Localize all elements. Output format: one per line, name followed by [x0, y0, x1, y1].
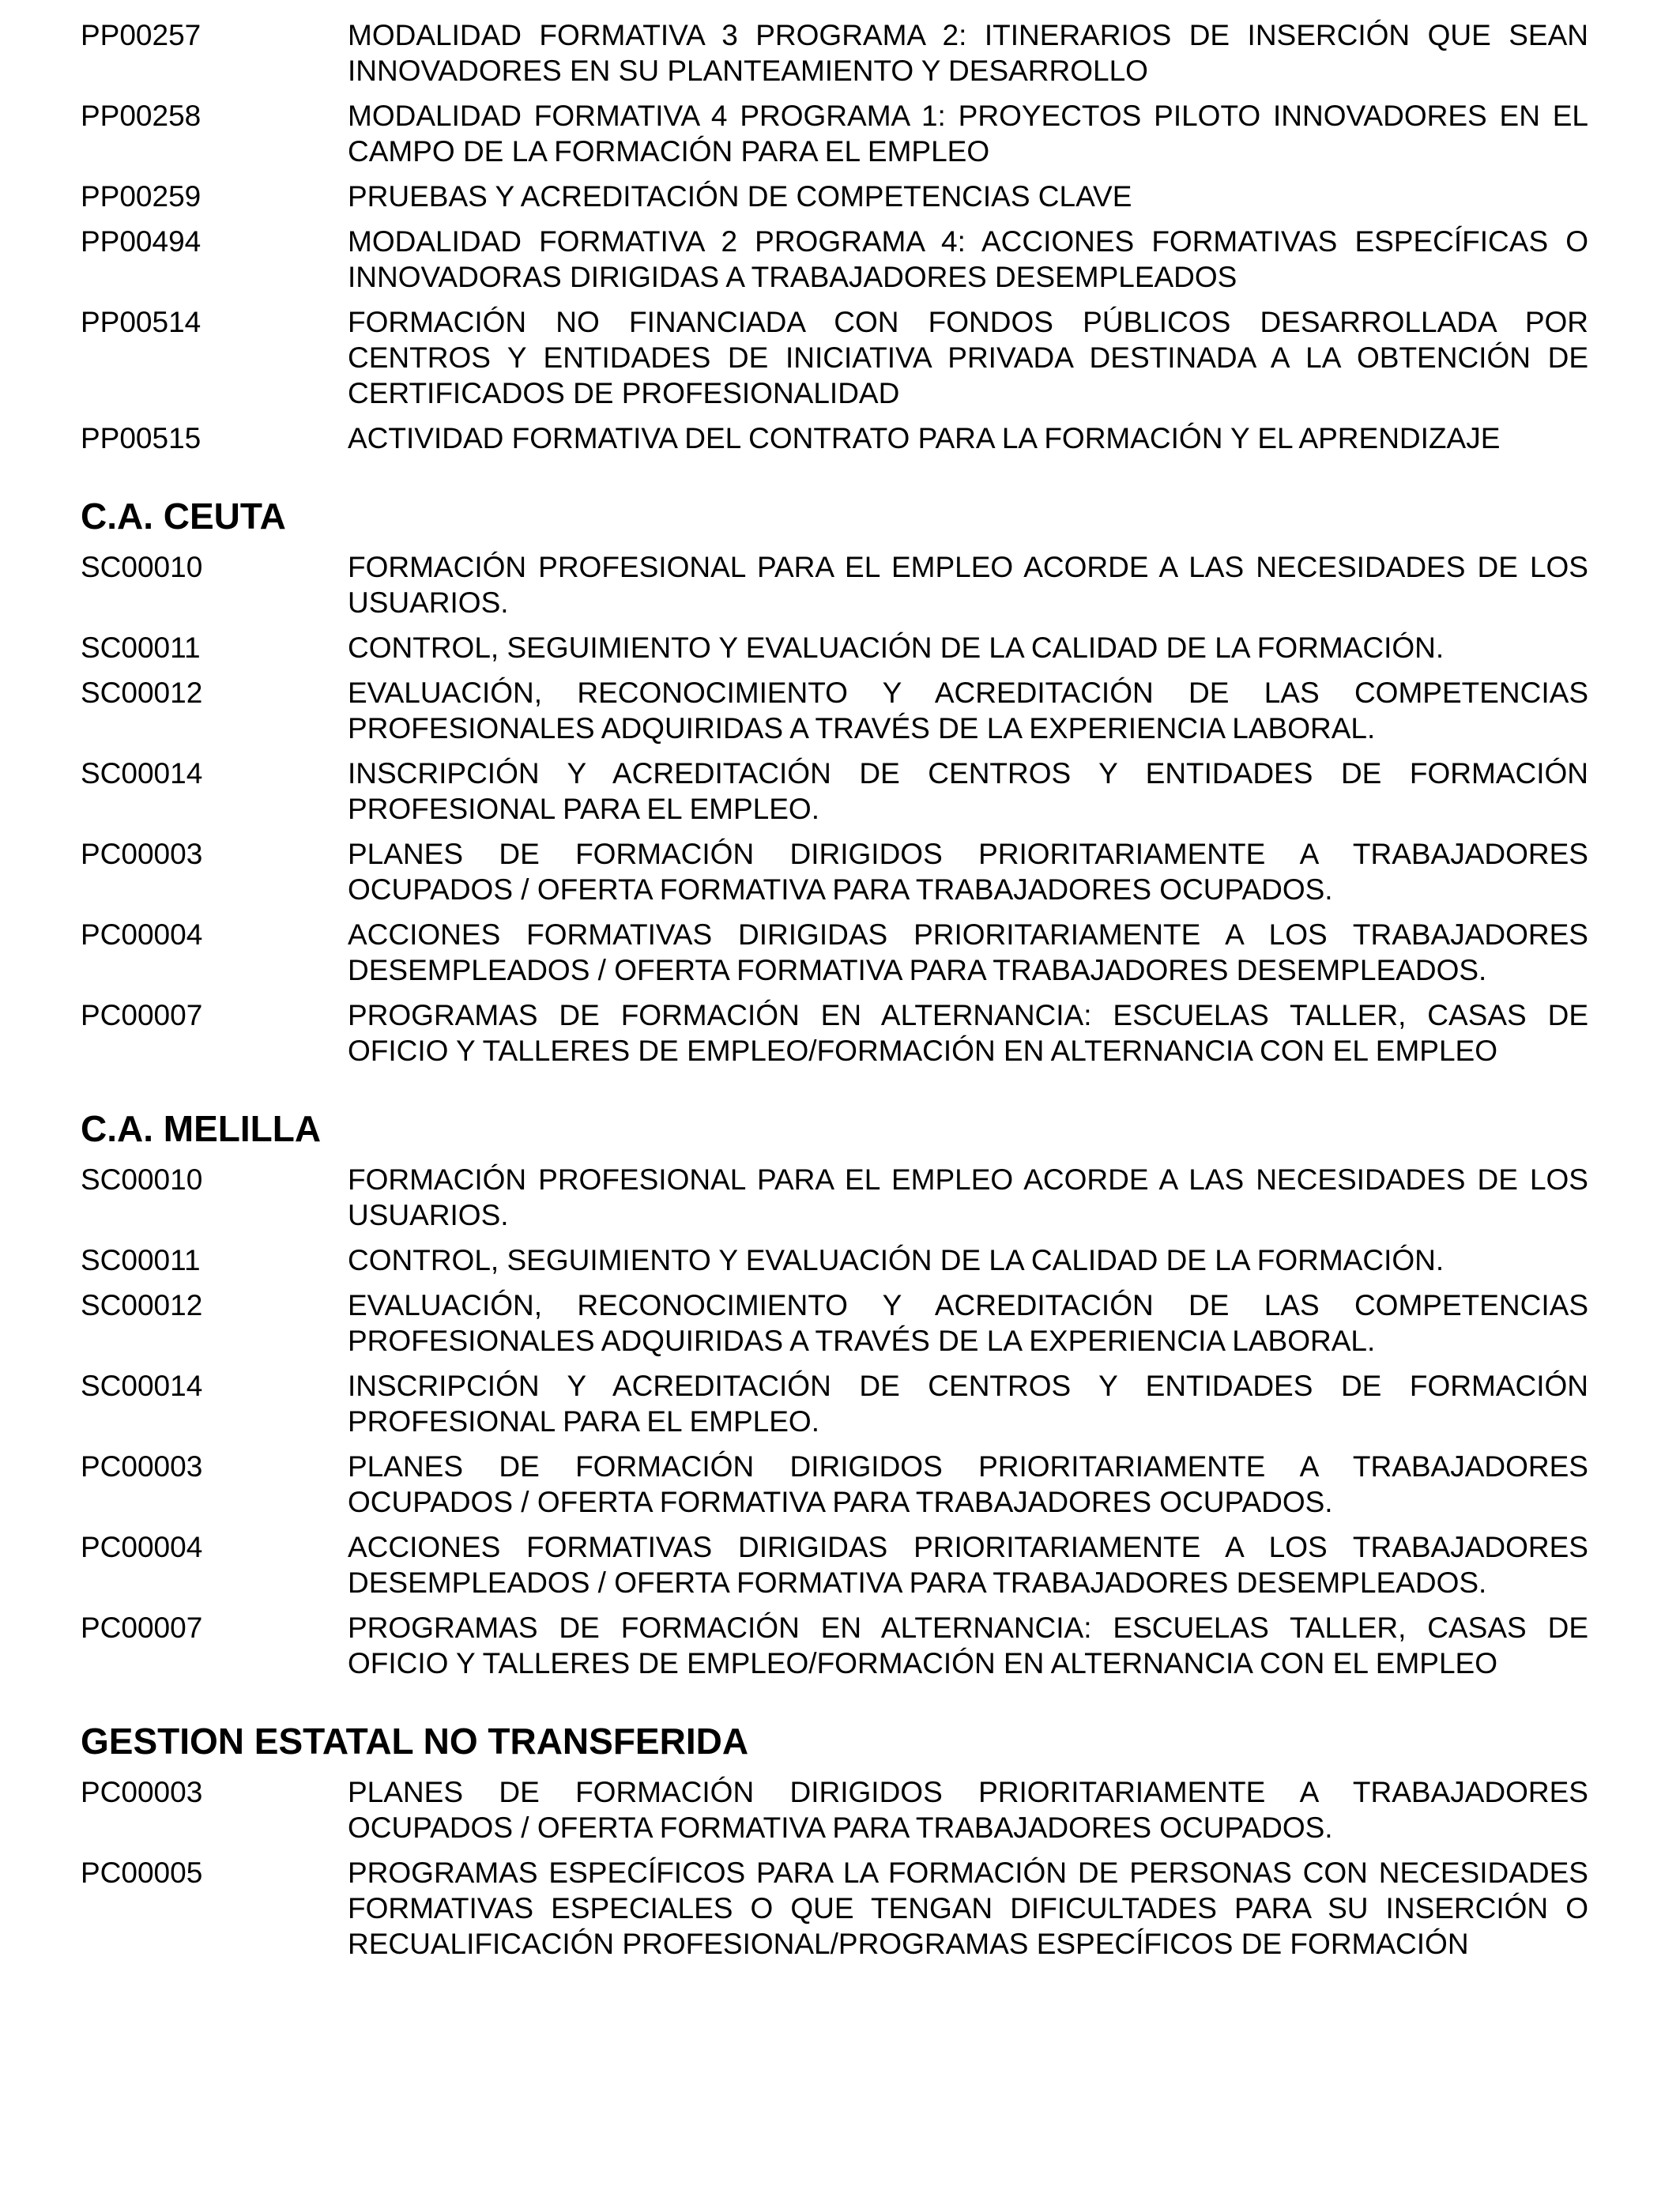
list-item: [81, 17, 1588, 89]
item-code: PC00003: [81, 1776, 203, 1808]
item-code: PC00003: [81, 1450, 203, 1483]
list-item: [81, 1242, 1588, 1278]
item-code: PP00514: [81, 306, 202, 338]
item-code: SC00012: [81, 677, 203, 709]
item-code: PC00004: [81, 918, 203, 951]
list-item: [81, 675, 1588, 746]
item-description: PLANES DE FORMACIÓN DIRIGIDOS PRIORITARIAMENTE A TRABAJADORES OCUPADOS / OFERTA FORMATIVA PARA TRABAJADORES OCUPADOS.: [348, 1776, 1588, 1844]
item-code: SC00014: [81, 1370, 203, 1402]
item-description: EVALUACIÓN, RECONOCIMIENTO Y ACREDITACIÓN DE LAS COMPETENCIAS PROFESIONALES ADQUIRIDAS A TRAVÉS DE LA EXPERIENCIA LABORAL.: [348, 677, 1588, 745]
item-code: SC00011: [81, 1244, 201, 1276]
list-item: [81, 98, 1588, 169]
item-code: PP00494: [81, 225, 202, 258]
item-code: PP00259: [81, 180, 202, 213]
item-description: ACTIVIDAD FORMATIVA DEL CONTRATO PARA LA FORMACIÓN Y EL APRENDIZAJE: [348, 422, 1501, 454]
item-description: FORMACIÓN PROFESIONAL PARA EL EMPLEO ACORDE A LAS NECESIDADES DE LOS USUARIOS.: [348, 551, 1588, 619]
section-heading: C.A. MELILLA: [81, 1108, 322, 1149]
section-heading: GESTION ESTATAL NO TRANSFERIDA: [81, 1721, 749, 1762]
list-item: [81, 630, 1588, 665]
list-item: [81, 1162, 1588, 1233]
list-item: [81, 1855, 1588, 1962]
section-continuation: [81, 17, 1588, 456]
list-item: [81, 1774, 1588, 1845]
section-melilla: [81, 1106, 1588, 1681]
item-description: FORMACIÓN NO FINANCIADA CON FONDOS PÚBLICOS DESARROLLADA POR CENTROS Y ENTIDADES DE INICIATIVA PRIVADA DESTINADA A LA OBTENCIÓN DE CERTIFICADOS DE PROFESIONALIDAD: [348, 306, 1588, 409]
item-description: PLANES DE FORMACIÓN DIRIGIDOS PRIORITARIAMENTE A TRABAJADORES OCUPADOS / OFERTA FORMATIVA PARA TRABAJADORES OCUPADOS.: [348, 838, 1588, 906]
item-description: CONTROL, SEGUIMIENTO Y EVALUACIÓN DE LA CALIDAD DE LA FORMACIÓN.: [348, 631, 1445, 664]
item-code: PC00005: [81, 1857, 203, 1889]
item-description: ACCIONES FORMATIVAS DIRIGIDAS PRIORITARIAMENTE A LOS TRABAJADORES DESEMPLEADOS / OFERTA FORMATIVA PARA TRABAJADORES DESEMPLEADOS.: [348, 918, 1588, 986]
list-item: [81, 917, 1588, 988]
item-code: PC00003: [81, 838, 203, 870]
list-item: [81, 756, 1588, 827]
item-description: MODALIDAD FORMATIVA 4 PROGRAMA 1: PROYECTOS PILOTO INNOVADORES EN EL CAMPO DE LA FORMACIÓN PARA EL EMPLEO: [348, 100, 1588, 168]
section-gestion-estatal: [81, 1719, 1588, 1962]
list-item: [81, 1610, 1588, 1681]
list-item: [81, 1368, 1588, 1439]
item-code: SC00010: [81, 551, 203, 583]
item-description: PROGRAMAS ESPECÍFICOS PARA LA FORMACIÓN DE PERSONAS CON NECESIDADES FORMATIVAS ESPECIALES O QUE TENGAN DIFICULTADES PARA SU INSERCIÓN O RECUALIFICACIÓN PROFESIONAL/PROGRAMAS ESPECÍFICOS DE FORMACIÓN: [348, 1857, 1588, 1960]
list-item: [81, 1449, 1588, 1520]
item-description: PROGRAMAS DE FORMACIÓN EN ALTERNANCIA: ESCUELAS TALLER, CASAS DE OFICIO Y TALLERES DE EMPLEO/FORMACIÓN EN ALTERNANCIA CON EL EMPLEO: [348, 999, 1588, 1067]
item-code: SC00014: [81, 757, 203, 790]
list-item: [81, 997, 1588, 1069]
list-item: [81, 836, 1588, 907]
item-description: EVALUACIÓN, RECONOCIMIENTO Y ACREDITACIÓN DE LAS COMPETENCIAS PROFESIONALES ADQUIRIDAS A TRAVÉS DE LA EXPERIENCIA LABORAL.: [348, 1289, 1588, 1357]
item-description: INSCRIPCIÓN Y ACREDITACIÓN DE CENTROS Y ENTIDADES DE FORMACIÓN PROFESIONAL PARA EL EMPLEO.: [348, 1370, 1588, 1438]
item-code: SC00011: [81, 631, 201, 664]
item-code: PP00258: [81, 100, 202, 132]
item-code: SC00010: [81, 1163, 203, 1196]
item-code: PC00004: [81, 1531, 203, 1563]
list-item: [81, 420, 1588, 456]
item-description: PROGRAMAS DE FORMACIÓN EN ALTERNANCIA: ESCUELAS TALLER, CASAS DE OFICIO Y TALLERES DE EMPLEO/FORMACIÓN EN ALTERNANCIA CON EL EMPLEO: [348, 1612, 1588, 1679]
item-description: MODALIDAD FORMATIVA 3 PROGRAMA 2: ITINERARIOS DE INSERCIÓN QUE SEAN INNOVADORES EN SU PLANTEAMIENTO Y DESARROLLO: [348, 19, 1588, 87]
list-item: [81, 224, 1588, 295]
item-code: PP00257: [81, 19, 202, 51]
item-code: PC00007: [81, 999, 203, 1031]
item-description: PRUEBAS Y ACREDITACIÓN DE COMPETENCIAS CLAVE: [348, 180, 1132, 213]
section-heading: C.A. CEUTA: [81, 496, 286, 537]
item-description: MODALIDAD FORMATIVA 2 PROGRAMA 4: ACCIONES FORMATIVAS ESPECÍFICAS O INNOVADORAS DIRIGIDAS A TRABAJADORES DESEMPLEADOS: [348, 225, 1588, 293]
list-item: [81, 304, 1588, 411]
item-description: PLANES DE FORMACIÓN DIRIGIDOS PRIORITARIAMENTE A TRABAJADORES OCUPADOS / OFERTA FORMATIVA PARA TRABAJADORES OCUPADOS.: [348, 1450, 1588, 1518]
item-description: FORMACIÓN PROFESIONAL PARA EL EMPLEO ACORDE A LAS NECESIDADES DE LOS USUARIOS.: [348, 1163, 1588, 1231]
item-code: PP00515: [81, 422, 202, 454]
list-item: [81, 1287, 1588, 1359]
section-ceuta: [81, 494, 1588, 1069]
item-description: ACCIONES FORMATIVAS DIRIGIDAS PRIORITARIAMENTE A LOS TRABAJADORES DESEMPLEADOS / OFERTA FORMATIVA PARA TRABAJADORES DESEMPLEADOS.: [348, 1531, 1588, 1599]
item-description: CONTROL, SEGUIMIENTO Y EVALUACIÓN DE LA CALIDAD DE LA FORMACIÓN.: [348, 1244, 1445, 1276]
item-code: SC00012: [81, 1289, 203, 1321]
item-code: PC00007: [81, 1612, 203, 1644]
list-item: [81, 179, 1588, 214]
item-description: INSCRIPCIÓN Y ACREDITACIÓN DE CENTROS Y ENTIDADES DE FORMACIÓN PROFESIONAL PARA EL EMPLEO.: [348, 757, 1588, 825]
list-item: [81, 1529, 1588, 1600]
list-item: [81, 549, 1588, 620]
document-page: [81, 17, 1588, 1971]
